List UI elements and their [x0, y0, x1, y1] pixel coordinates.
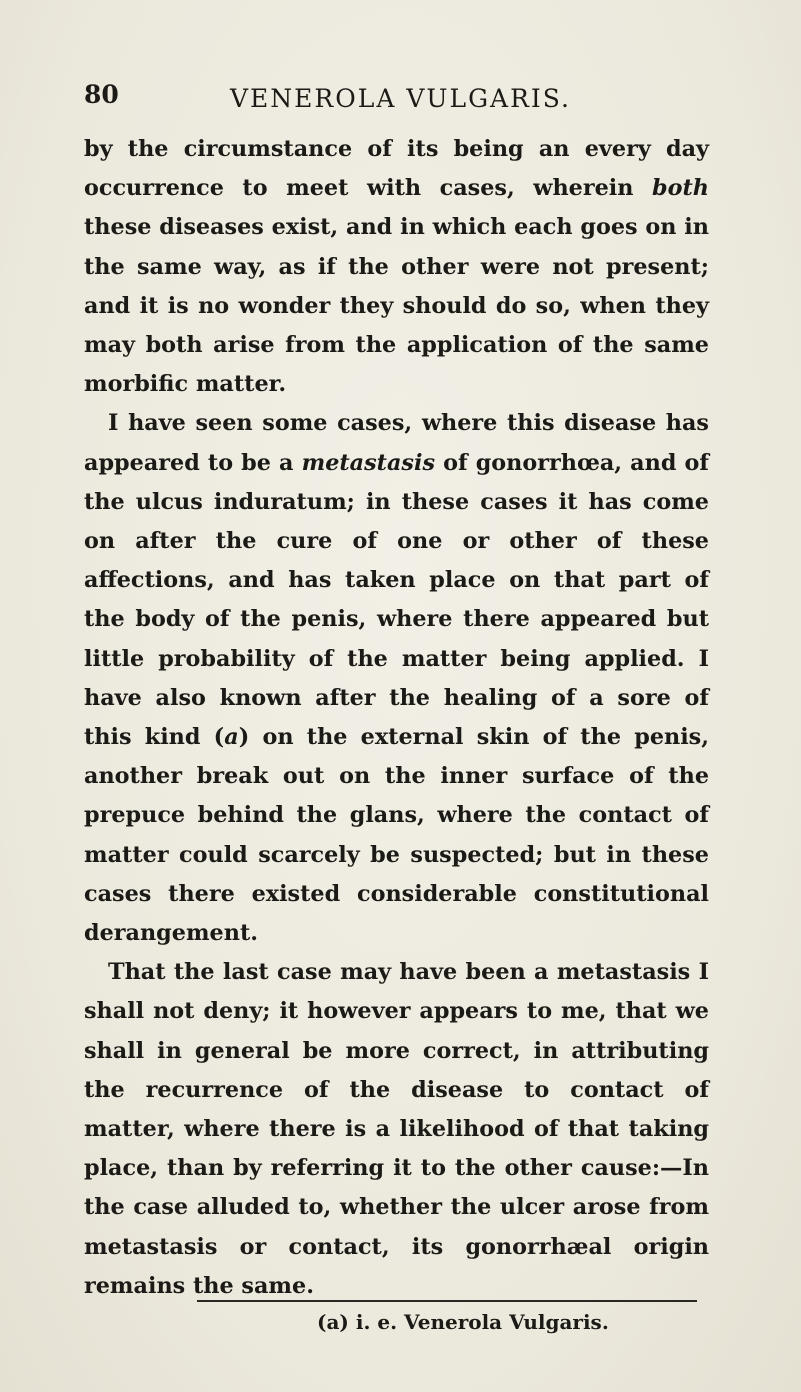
paragraph [84, 953, 709, 1306]
text-run: I have seen some cases, where this disease has appeared to be a [84, 410, 709, 476]
paragraph [84, 404, 709, 953]
body-text [84, 130, 709, 1306]
paragraph [84, 130, 709, 404]
footnote [317, 1310, 609, 1334]
text-run: these diseases exist, and in which each goes on in the same way, as if the other were not present; and it is no wonder they should do so, when they may both arise from the application of the same morbific matter. [84, 214, 709, 398]
footnote-marker: (a) [317, 1310, 349, 1334]
running-title: VENEROLA VULGARIS. [230, 84, 571, 113]
page-number: 80 [84, 80, 119, 109]
text-run: by the circumstance of its being an every day occurrence to meet with cases, wherein [84, 136, 709, 202]
text-run: That the last case may have been a metastasis I shall not deny; it however appears to me, that we shall in general be more correct, in attributing the recurrence of the disease to contact of matter, where there is a likelihood of that taking place, than by referring it to the other cause:—In the case alluded to, whether the ulcer arose from metastasis or contact, its gonorrhæal origin remains the same. [84, 959, 709, 1299]
text-run: ) on the external skin of the penis, another break out on the inner surface of the prepuce behind the glans, where the contact of matter could scarcely be suspected; but in these cases there existed considerable constitutional derangement. [84, 724, 709, 947]
footnote-text: i. e. Venerola Vulgaris. [355, 1310, 609, 1334]
text-run-italic: metastasis [301, 449, 436, 476]
footnote-divider [197, 1300, 697, 1302]
text-run-italic: both [652, 175, 709, 202]
text-run: of gonorrhœa, and of the ulcus induratum; in these cases it has come on after the cure of one or other of these affections, and has taken place on that part of the body of the penis, where there appeared but little probability of the matter being applied. I have also known after the healing of a sore of this kind ( [84, 449, 709, 751]
footnote-reference: a [224, 724, 239, 751]
